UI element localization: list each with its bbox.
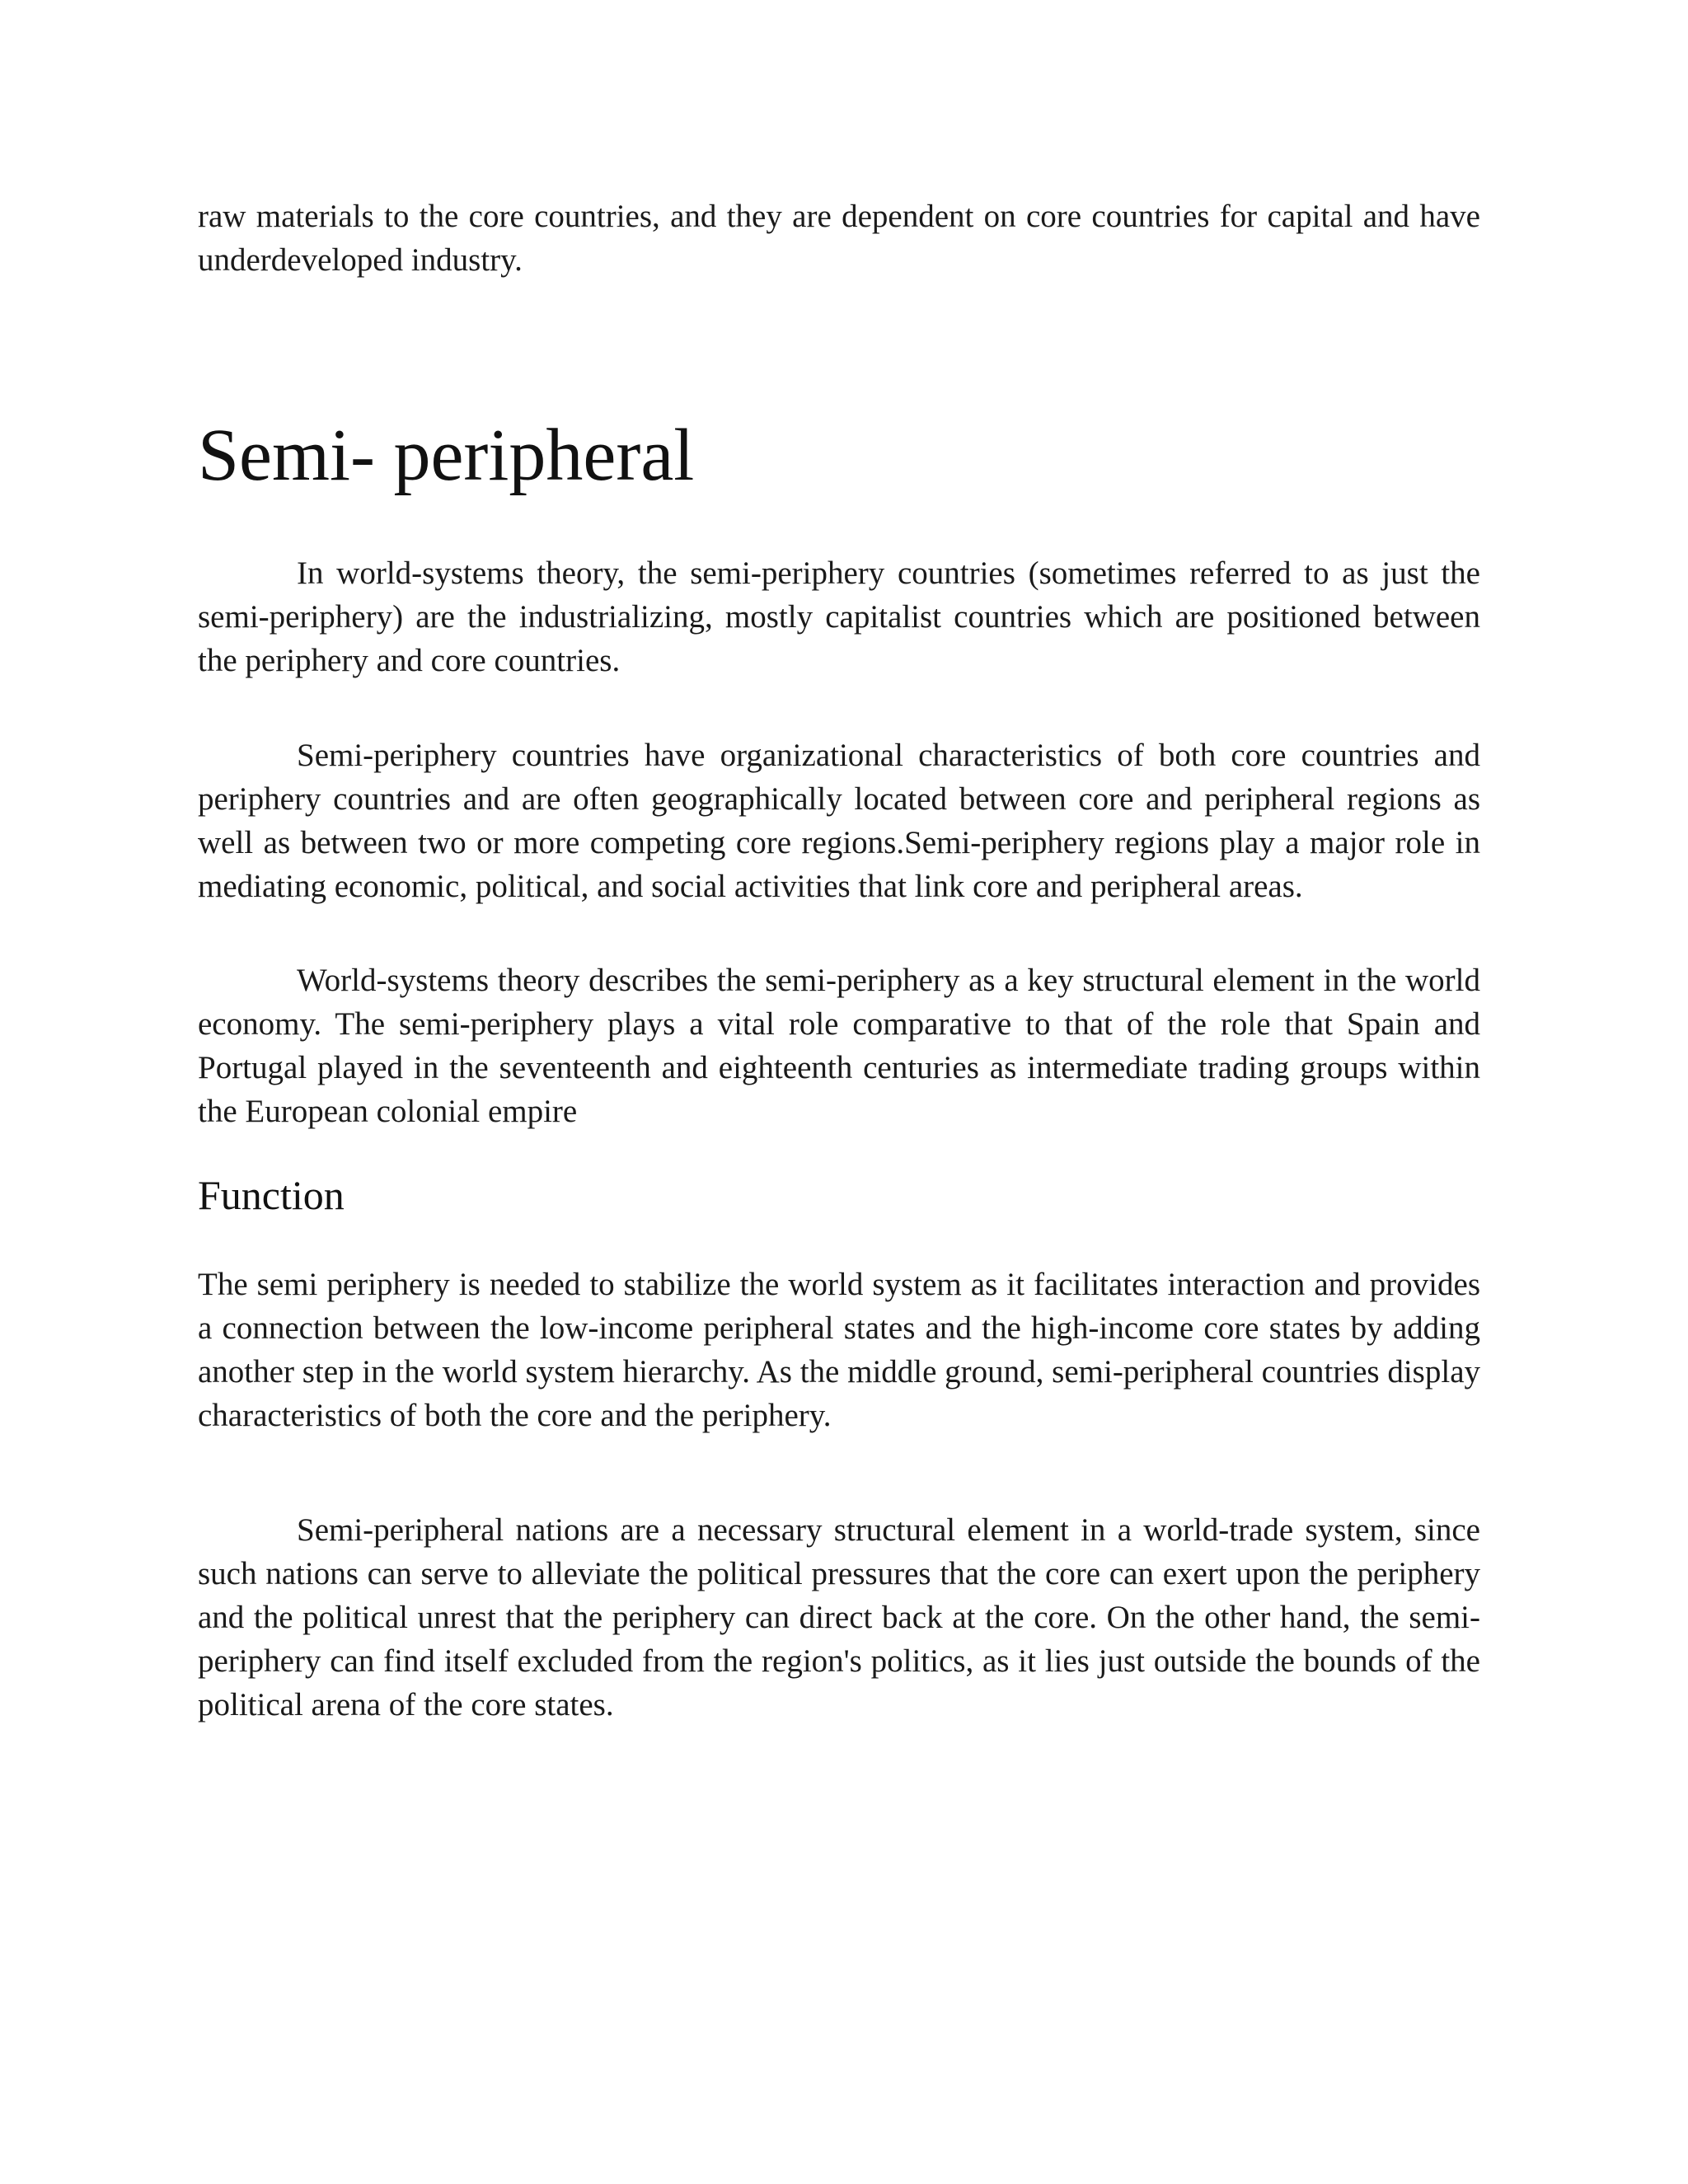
subsection-title: Function bbox=[198, 1172, 345, 1218]
paragraph-2: Semi-periphery countries have organizational characteristics of both core countries and periphery countries and are often geographically located between core and peripheral regions as well as between two or more competing core regions.Semi-periphery regions play a major role in mediating economic, political, and social activities that link core and peripheral areas. bbox=[198, 738, 1480, 904]
function-paragraph-2: Semi-peripheral nations are a necessary structural element in a world-trade system, since such nations can serve to alleviate the political pressures that the core can exert upon the periphery and the political unrest that the periphery can direct back at the core. On the other hand, the semi-periphery can find itself excluded from the region's politics, as it lies just outside the bounds of the political arena of the core states. bbox=[198, 1512, 1480, 1722]
paragraph-1: In world-systems theory, the semi-periphery countries (sometimes referred to as just the semi-periphery) are the industrializing, mostly capitalist countries which are positioned between the periphery and core countries. bbox=[198, 555, 1480, 678]
paragraph-3: World-systems theory describes the semi-periphery as a key structural element in the world economy. The semi-periphery plays a vital role comparative to that of the role that Spain and Portugal played in the seventeenth and eighteenth centuries as intermediate trading groups within the European colonial empire bbox=[198, 963, 1480, 1129]
section-title: Semi- peripheral bbox=[198, 415, 695, 496]
function-paragraph-1: The semi periphery is needed to stabilize the world system as it facilitates interaction and provides a connection between the low-income peripheral states and the high-income core states by adding another step in the world system hierarchy. As the middle ground, semi-peripheral countries display characteristics of both the core and the periphery. bbox=[198, 1267, 1481, 1433]
intro-paragraph: raw materials to the core countries, and they are dependent on core countries for capital and have underdeveloped industry. bbox=[198, 199, 1480, 278]
